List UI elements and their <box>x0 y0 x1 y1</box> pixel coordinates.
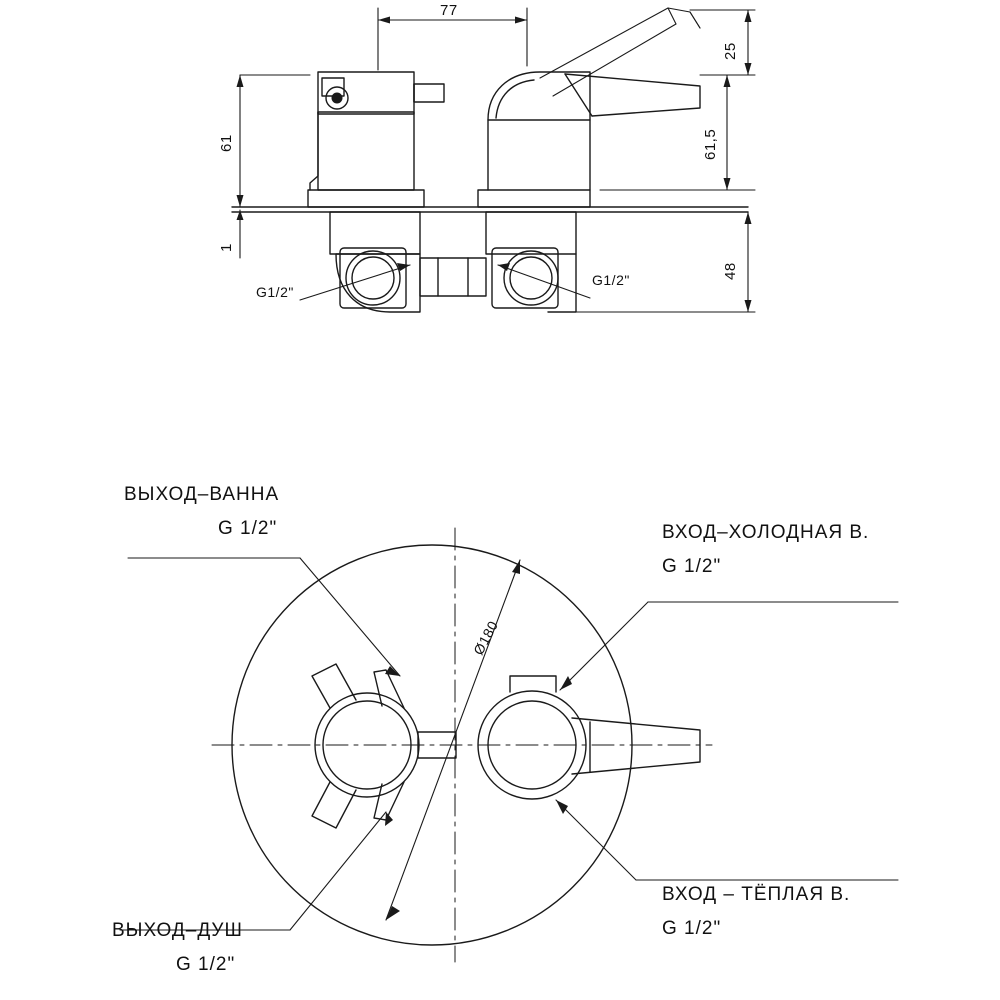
callout-outlet-shower-line2: G 1/2" <box>176 954 236 975</box>
dim-label-48: 48 <box>722 262 739 280</box>
thread-label-left: G1/2" <box>256 284 294 300</box>
callout-inlet-warm-line2: G 1/2" <box>662 918 722 939</box>
lever-handle-plan <box>478 676 700 799</box>
wall-plate <box>232 207 748 212</box>
cross-handle-plan <box>312 664 456 828</box>
dim-label-diameter-180: Ø180 <box>470 617 502 658</box>
callout-outlet-shower-line1: ВЫХОД–ДУШ <box>112 920 243 941</box>
dim-d180 <box>386 560 520 920</box>
callout-inlet-warm-line1: ВХОД – ТЁПЛАЯ В. <box>662 884 851 905</box>
body-below-wall <box>330 212 576 312</box>
centerlines <box>212 528 712 962</box>
thread-label-right: G1/2" <box>592 272 630 288</box>
left-valve-elevation <box>308 72 444 207</box>
dim-label-61: 61 <box>218 134 235 152</box>
callout-outlet-bath-line2: G 1/2" <box>218 518 278 539</box>
dim-1 <box>237 210 244 258</box>
dim-label-1: 1 <box>218 243 235 252</box>
callout-inlet-cold-line2: G 1/2" <box>662 556 722 577</box>
dim-61 <box>237 75 311 207</box>
dim-label-25: 25 <box>722 42 739 60</box>
callout-outlet-bath-line1: ВЫХОД–ВАННА <box>124 484 280 505</box>
dim-label-61-5: 61,5 <box>702 128 719 160</box>
dim-label-77: 77 <box>440 2 458 19</box>
callout-inlet-cold-line1: ВХОД–ХОЛОДНАЯ В. <box>662 522 870 543</box>
callout-leaders <box>120 558 898 930</box>
right-valve-elevation <box>478 8 700 207</box>
